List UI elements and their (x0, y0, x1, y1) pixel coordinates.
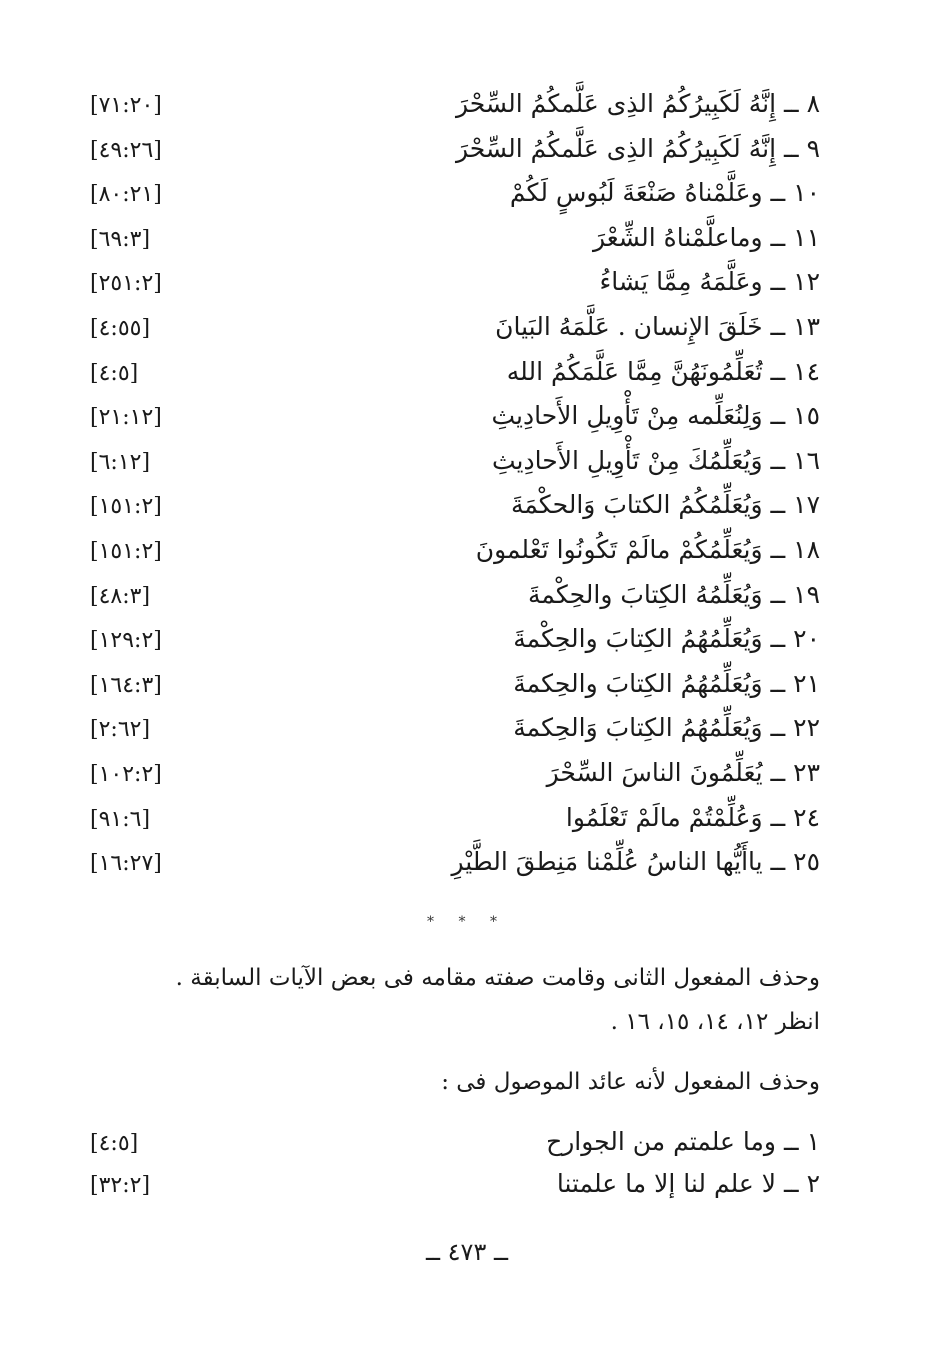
verse-row (80, 218, 820, 263)
verse-text: ١٧ ــ وَيُعَلِّمُكُمُ الكتابَ وَالحكْمَةَ (510, 490, 820, 520)
verse-text: ٩ ــ إِنَّهُ لَكَبِيرُكُمُ الذِى عَلَّمكُمُ السِّحْرَ (455, 133, 820, 163)
paragraph: وحذف المفعول الثانى وقامت صفته مقامه فى بعض الآيات السابقة . (175, 965, 820, 991)
verse-reference: [٢١:١٢] (90, 405, 162, 431)
verse-row (80, 173, 820, 218)
verse-list-secondary (80, 1122, 820, 1206)
verse-reference: [٤:٥] (90, 360, 139, 386)
verse-row (80, 129, 820, 174)
verse-reference: [١٥١:٢] (90, 494, 162, 520)
verse-row (80, 84, 820, 129)
verse-text: ٢٥ ــ ياأَيُّها الناسُ عُلِّمْنا مَنِطقَ الطَّيْرِ (451, 847, 820, 877)
verse-text: ١ ــ وما علمتم من الجوارح (546, 1127, 820, 1156)
verse-row (80, 1164, 820, 1206)
verse-reference: [١٥١:٢] (90, 538, 162, 564)
paragraph: انظر ١٢، ١٤، ١٥، ١٦ . (610, 1009, 820, 1035)
verse-text: ١١ ــ وماعلَّمْناهُ الشِّعْرَ (592, 222, 820, 252)
verse-text: ٢١ ــ وَيُعَلِّمُهُمُ الكِتابَ والحِكمةَ (513, 668, 820, 698)
verse-reference: [٢:٦٢] (90, 717, 151, 743)
verse-text: ١٨ ــ وَيُعَلِّمُكُمْ مالَمْ تَكُونُوا تَعْلمونَ (475, 534, 820, 564)
verse-row (80, 307, 820, 352)
verse-text: ٨ ــ إِنَّهُ لَكَبِيرُكُمُ الذِى عَلَّمكُمُ السِّحْرَ (455, 89, 820, 118)
verse-reference: [٧١:٢٠] (90, 93, 162, 118)
verse-text: ١٣ ــ خَلَقَ الإِنسان . عَلَّمَهُ البَيانَ (495, 311, 820, 341)
verse-row (80, 575, 820, 620)
page-number: ــ ٤٧٣ ــ (425, 1238, 509, 1266)
verse-reference: [٤٨:٣] (90, 583, 151, 609)
verse-text: ٢ ــ لا علم لنا إلا ما علمتنا (556, 1169, 820, 1198)
verse-text: ٢٤ ــ وَعُلِّمْتُمْ مالَمْ تَعْلَمُوا (565, 802, 820, 832)
verse-text: ١٢ ــ وعَلَّمَهُ مِمَّا يَشاءُ (599, 267, 820, 297)
verse-row (80, 262, 820, 307)
verse-row (80, 396, 820, 441)
verse-text: ١٤ ــ تُعَلِّمُونَهُنَّ مِمَّا عَلَّمَكُمُ الله (506, 356, 820, 386)
verse-reference: [٦٩:٣] (90, 226, 151, 252)
verse-text: ٢٠ ــ وَيُعَلِّمُهُمُ الكِتابَ والحِكْمةَ (513, 624, 820, 654)
verse-text: ١٩ ــ وَيُعَلِّمُهُ الكِتابَ والحِكْمةَ (527, 579, 820, 609)
verse-reference: [١٦:٢٧] (90, 851, 162, 877)
verse-row (80, 619, 820, 664)
verse-text: ٢٣ ــ يُعَلِّمُونَ الناسَ السِّحْرَ (546, 757, 820, 787)
verse-row (80, 352, 820, 397)
verse-reference: [٦:١٢] (90, 449, 151, 475)
verse-row (80, 664, 820, 709)
verse-text: ٢٢ ــ وَيُعَلِّمُهُمُ الكِتابَ وَالحِكمةَ (513, 713, 820, 743)
verse-row (80, 1122, 820, 1164)
verse-reference: [٢٥١:٢] (90, 271, 162, 297)
verse-list (80, 84, 820, 887)
verse-reference: [١٢٩:٢] (90, 628, 162, 654)
verse-row (80, 798, 820, 843)
verse-row (80, 842, 820, 887)
verse-row (80, 485, 820, 530)
verse-row (80, 441, 820, 486)
verse-row (80, 708, 820, 753)
verse-row (80, 530, 820, 575)
verse-reference: [٤:٥٥] (90, 315, 151, 341)
verse-row (80, 753, 820, 798)
verse-text: ١٥ ــ وَلِنُعَلِّمه مِنْ تَأْوِيلِ الأَحادِيثِ (491, 401, 820, 431)
paragraph: وحذف المفعول لأنه عائد الموصول فى : (441, 1069, 820, 1095)
verse-reference: [١٠٢:٢] (90, 761, 162, 787)
verse-text: ١٠ ــ وعَلَّمْناهُ صَنْعَةَ لَبُوسٍ لَكُمْ (509, 178, 820, 208)
verse-reference: [٤٩:٢٦] (90, 137, 162, 163)
section-separator: * * * (427, 914, 507, 930)
verse-reference: [٣٢:٢] (90, 1173, 151, 1198)
verse-reference: [٤:٥] (90, 1131, 139, 1156)
verse-reference: [١٦٤:٣] (90, 672, 162, 698)
verse-reference: [٩١:٦] (90, 806, 151, 832)
verse-text: ١٦ ــ وَيُعَلِّمُكَ مِنْ تَأْوِيلِ الأَحادِيثِ (491, 445, 820, 475)
verse-reference: [٨٠:٢١] (90, 182, 162, 208)
